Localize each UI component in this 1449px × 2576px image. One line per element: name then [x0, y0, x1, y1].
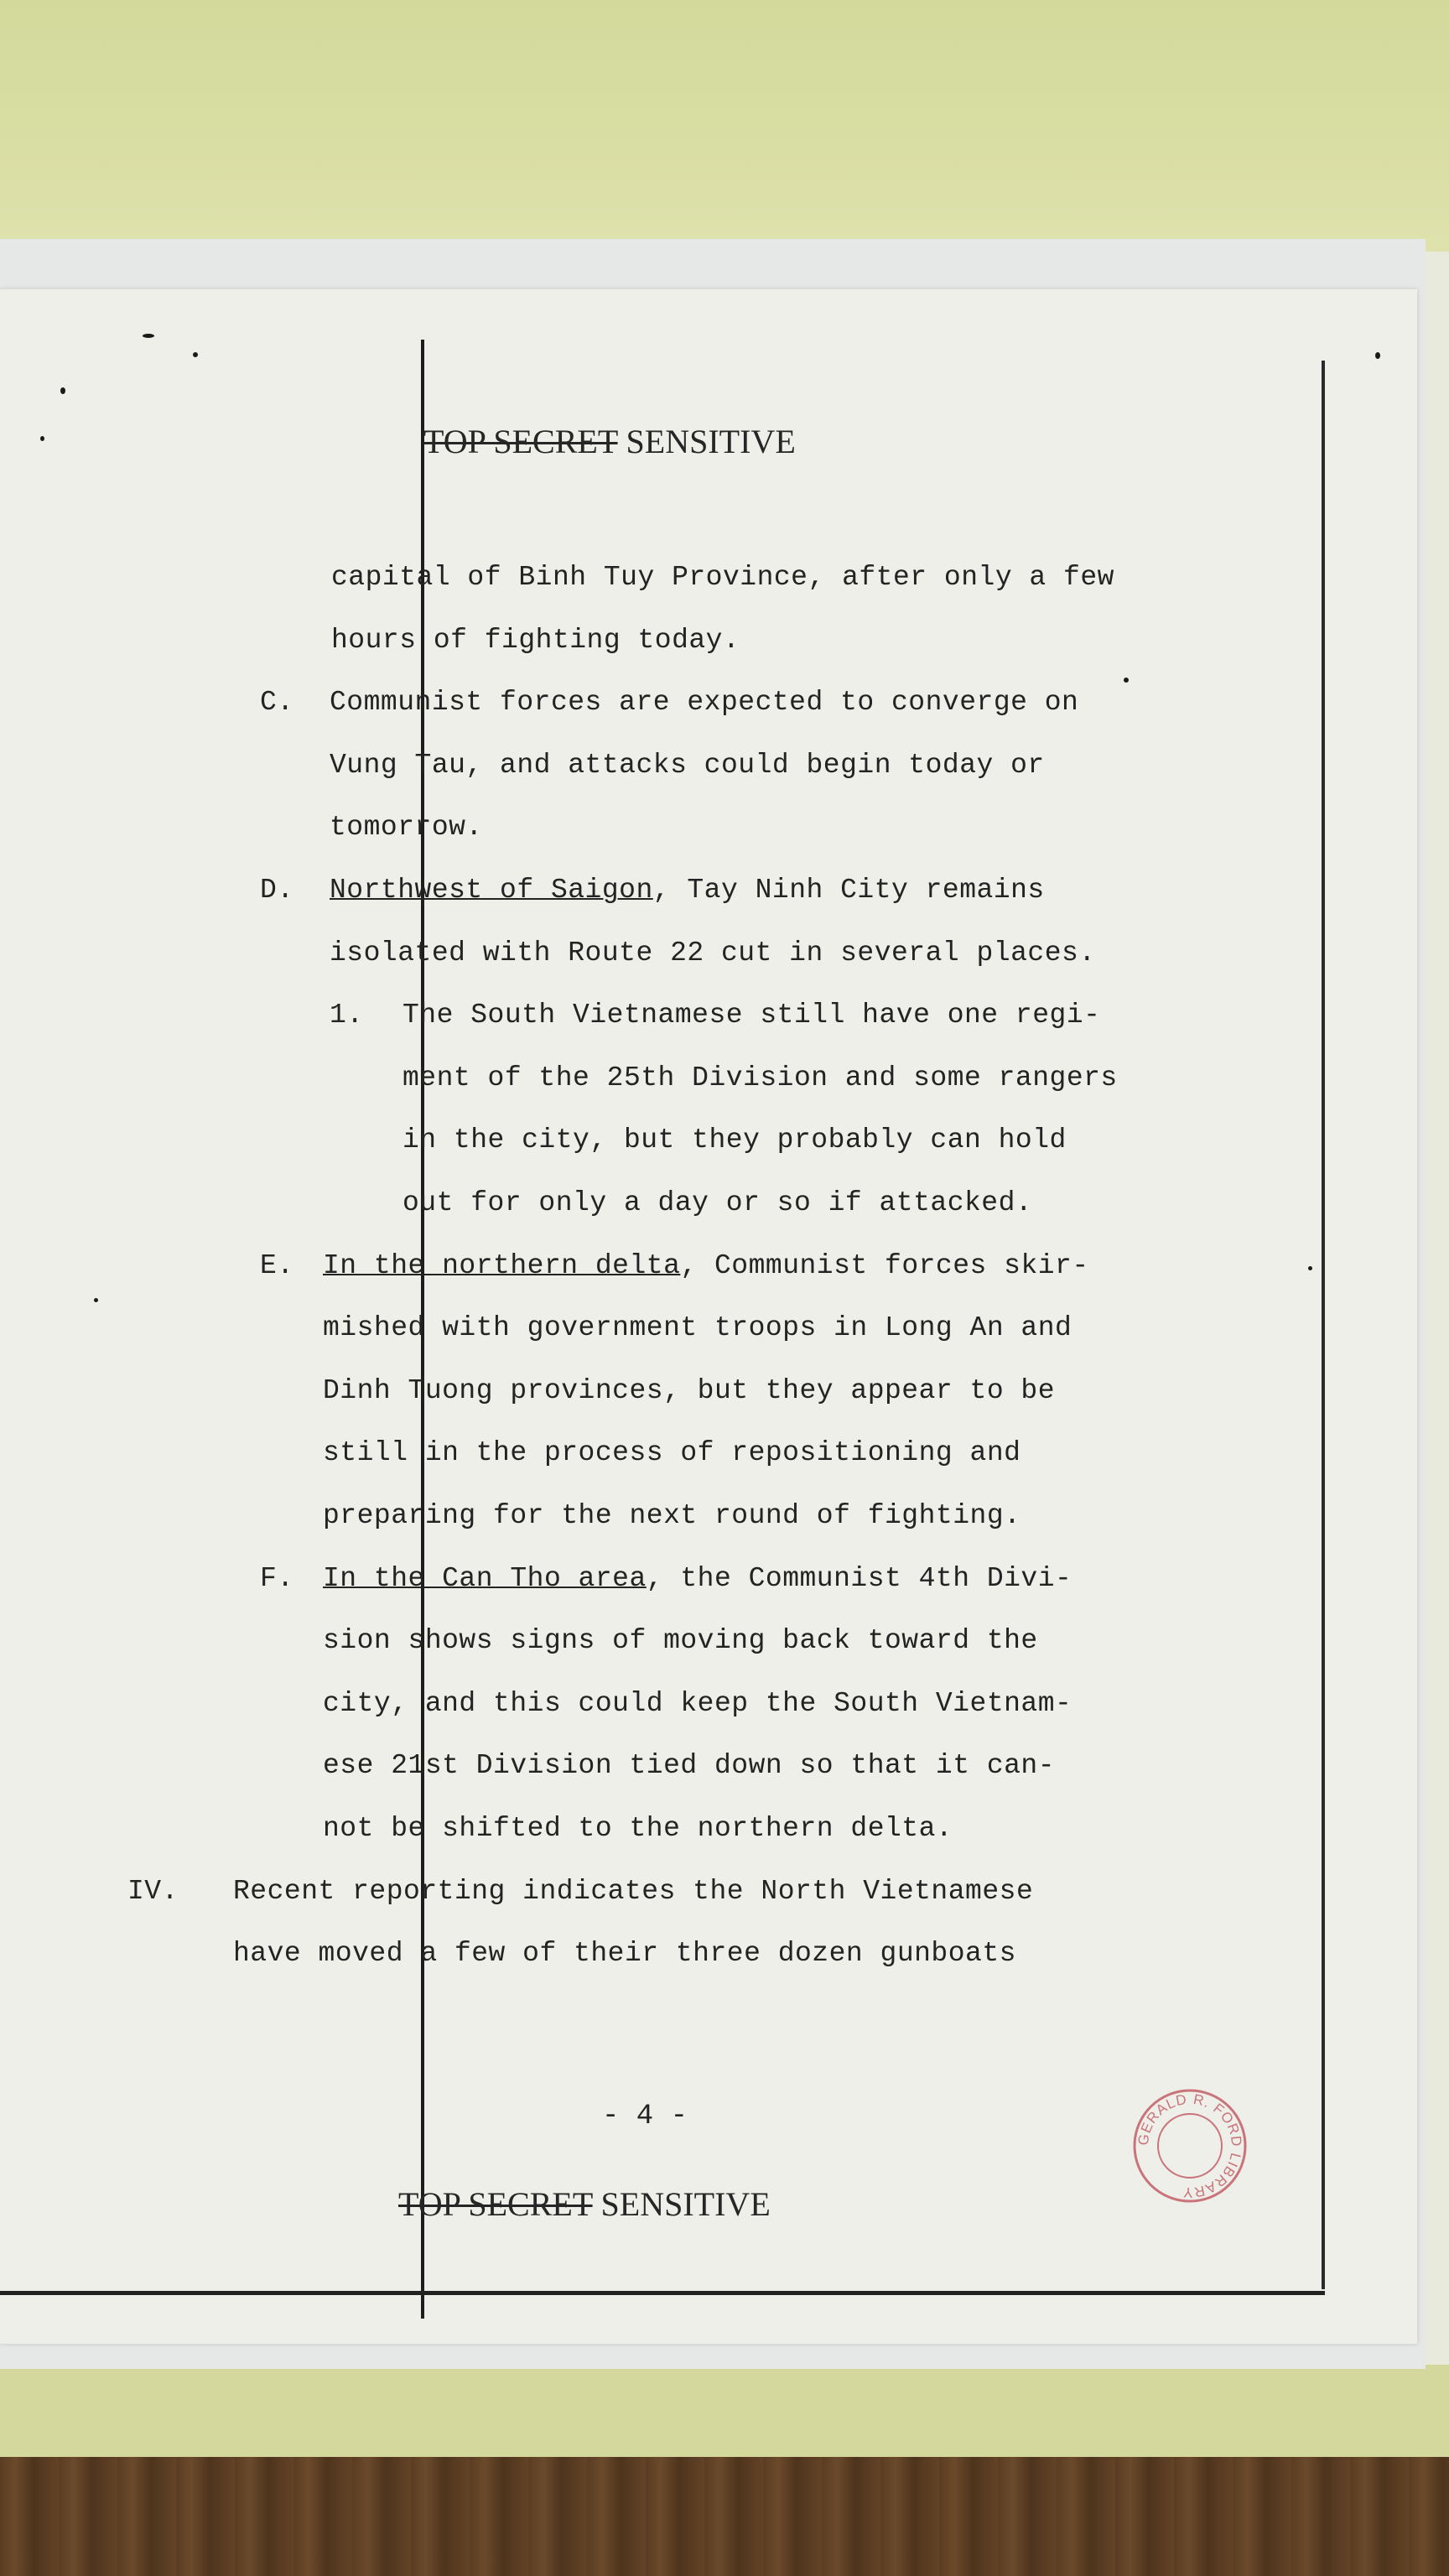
classification-struck: TOP SECRET: [423, 423, 618, 460]
header-classification: [423, 422, 1449, 461]
item-label: C.: [260, 687, 294, 718]
right-margin-line: [1322, 361, 1325, 2289]
speck: [40, 436, 44, 441]
text-line: Dinh Tuong provinces, but they appear to be: [323, 1375, 1056, 1406]
text-line: have moved a few of their three dozen gunboats: [233, 1938, 1016, 1969]
item-label: D.: [260, 875, 294, 906]
text-line: out for only a day or so if attacked.: [402, 1187, 1033, 1218]
text-line: preparing for the next round of fighting.: [323, 1500, 1021, 1531]
text-line: Communist forces are expected to converge on: [330, 687, 1079, 718]
item-label: F.: [260, 1563, 294, 1594]
classification-struck: TOP SECRET: [398, 2185, 593, 2223]
speck: [193, 352, 198, 357]
text-line: sion shows signs of moving back toward the: [323, 1625, 1038, 1656]
folder-bottom: [0, 2365, 1449, 2465]
speck: [1124, 678, 1129, 683]
speck: [1308, 1266, 1312, 1270]
speck: [94, 1298, 98, 1302]
svg-text:GERALD R. FORD LIBRARY: GERALD R. FORD LIBRARY: [1135, 2090, 1245, 2201]
text-line: Northwest of Saigon, Tay Ninh City remains: [330, 875, 1045, 906]
page-number: - 4 -: [602, 2101, 688, 2132]
classification-added: SENSITIVE: [626, 423, 796, 460]
text-line: hours of fighting today.: [331, 625, 740, 656]
classification-added: SENSITIVE: [600, 2185, 771, 2223]
speck: [60, 387, 65, 394]
text-line: not be shifted to the northern delta.: [323, 1813, 953, 1844]
text-line: In the Can Tho area, the Communist 4th Divi-: [323, 1563, 1072, 1594]
speck: [143, 334, 154, 338]
text-line: still in the process of repositioning and: [323, 1437, 1021, 1468]
text-line: In the northern delta, Communist forces skir-: [323, 1250, 1089, 1281]
bottom-margin-line: [0, 2291, 1325, 2295]
text-line: ese 21st Division tied down so that it can-: [323, 1750, 1056, 1781]
text-line: ment of the 25th Division and some rangers: [402, 1062, 1118, 1093]
item-label: IV.: [127, 1876, 179, 1907]
speck: [1375, 352, 1380, 359]
text-line: mished with government troops in Long An and: [323, 1312, 1072, 1343]
footer-classification: [398, 2184, 1449, 2224]
text-line: tomorrow.: [330, 812, 483, 843]
text-line: city, and this could keep the South Vietnam-: [323, 1688, 1072, 1719]
wooden-table: [0, 2457, 1449, 2576]
text-line: Recent reporting indicates the North Vietnamese: [233, 1876, 1034, 1907]
text-line: Vung Tau, and attacks could begin today or: [330, 750, 1045, 781]
folder-background: [0, 0, 1449, 252]
item-label: E.: [260, 1250, 294, 1281]
text-line: The South Vietnamese still have one regi-: [402, 1000, 1101, 1031]
text-line: capital of Binh Tuy Province, after only a few: [331, 562, 1114, 593]
item-label: 1.: [330, 1000, 364, 1031]
text-line: in the city, but they probably can hold: [402, 1124, 1067, 1156]
library-stamp-icon: [1130, 2086, 1249, 2205]
text-line: isolated with Route 22 cut in several places.: [330, 937, 1096, 969]
